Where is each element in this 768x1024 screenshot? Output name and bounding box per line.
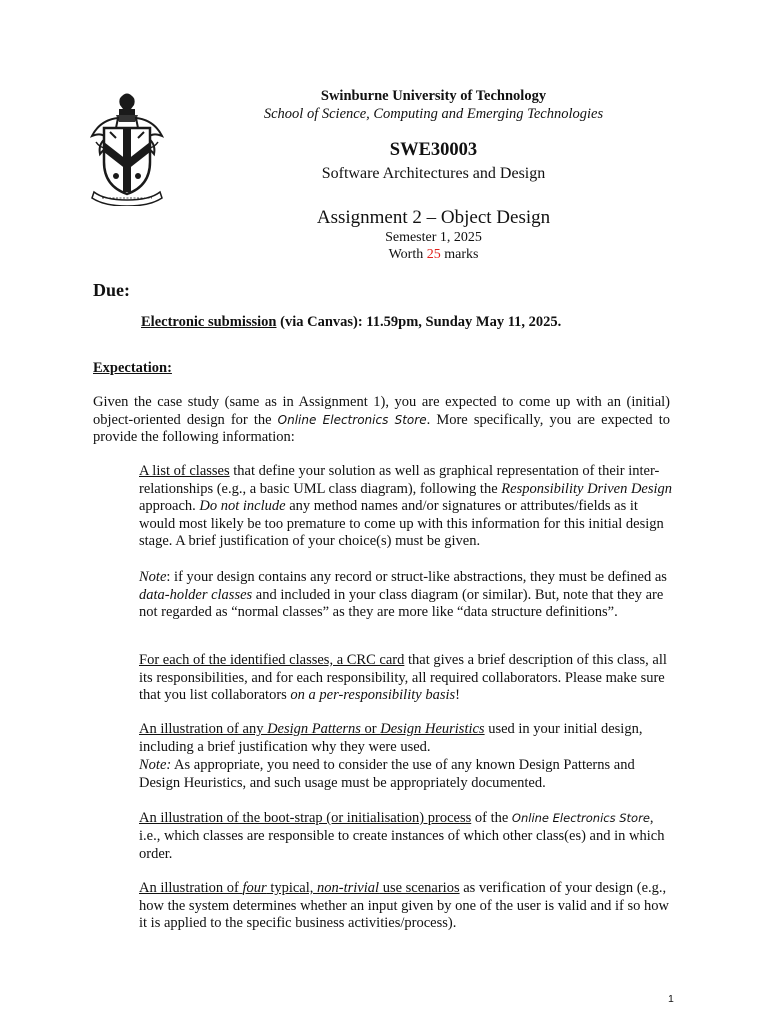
intro-text-1: Given the case study (same as in Assignment 1), you are expected to come up with an (initial) object-oriented design for the — [93, 394, 670, 428]
unit-name: Software Architectures and Design — [321, 165, 546, 182]
item-classes-text-1: that define your solution as well as graphical representation of their inter-relationships (e.g., a basic UML class diagram), following the — [139, 463, 660, 497]
item-use-scenarios — [139, 880, 675, 933]
semester: Semester 1, 2025 — [385, 230, 482, 245]
item-bootstrap-text-2: , i.e., which classes are responsible to create instances of which other class(es) and in which order. — [139, 810, 665, 862]
scenarios-lead-2: typical, — [266, 880, 318, 896]
expectation-heading: Expectation: — [93, 360, 172, 376]
intro-paragraph — [93, 394, 670, 447]
item-crc-lead: For each of the identified classes, a CRC card — [139, 652, 405, 668]
item-scenarios-lead — [139, 880, 460, 896]
university-crest-icon — [88, 92, 166, 206]
item-crc-basis: on a per-responsibility basis — [290, 687, 456, 703]
due-heading: Due: — [93, 280, 130, 300]
note-design-patterns — [139, 757, 675, 792]
scenarios-non-trivial: non-trivial — [317, 880, 380, 896]
item-design-patterns — [139, 721, 675, 756]
item-classes-text-2: approach. — [139, 498, 200, 514]
item-classes-do-not-include: Do not include — [199, 498, 286, 514]
item-patterns-text: used in your initial design, including a brief justification why they were used. — [139, 721, 643, 755]
item-patterns-lead — [139, 721, 485, 737]
page-number: 1 — [668, 993, 674, 1005]
item-scenarios-text: as verification of your design (e.g., how the system determines whether an input given by one of the user is valid and if so how it is applied to the specific business activities/process). — [139, 880, 669, 931]
item-crc-card — [139, 652, 675, 705]
patterns-or: or — [360, 721, 381, 737]
item-crc-text-1: that gives a brief description of this class, all its responsibilities, and for each responsibility, all required collaborators. Please make sure that you list collaborators — [139, 652, 667, 703]
note1-data-holder: data-holder classes — [139, 586, 253, 603]
worth-prefix: Worth — [388, 247, 427, 262]
worth-suffix: marks — [440, 247, 479, 262]
scenarios-lead-1: An illustration of — [139, 880, 243, 896]
item-bootstrap — [139, 809, 675, 863]
submission-line — [141, 313, 561, 331]
scenarios-four: four — [242, 880, 267, 896]
item-classes-text-3: any method names and/or signatures or attributes/fields as it would most likely be too premature to come up with this information for this initial design stage. A brief justification of your choice(s) must be given. — [139, 498, 664, 549]
note2-text: As appropriate, you need to consider the use of any known Design Patterns and Design Heuristics, and such usage must be appropriately documented. — [139, 757, 635, 791]
university-name: Swinburne University of Technology — [320, 88, 547, 104]
note2-label: Note: — [139, 757, 172, 773]
school-name: School of Science, Computing and Emerging Technologies — [263, 106, 604, 122]
electronic-submission-text: Electronic submission — [141, 314, 277, 330]
item-classes-lead: A list of classes — [139, 463, 230, 479]
item-classes-rdd: Responsibility Driven Design — [501, 480, 673, 497]
patterns-lead-1: An illustration of any — [139, 721, 268, 737]
item-bootstrap-store: Online Electronics Store — [511, 811, 650, 825]
patterns-dp: Design Patterns — [267, 721, 361, 737]
worth-line — [236, 246, 631, 263]
intro-store-name: Online Electronics Store — [277, 412, 427, 427]
item-bootstrap-text-1: of the — [471, 810, 512, 826]
note-data-holder — [139, 569, 675, 622]
note1-text-2: and included in your class diagram (or similar). But, note that they are not regarded as “normal classes” as they are more like “data structure definitions”. — [139, 586, 664, 620]
item-classes — [139, 463, 675, 551]
patterns-dh: Design Heuristics — [380, 721, 485, 737]
submission-details: (via Canvas): 11.59pm, Sunday May 11, 2025. — [276, 314, 562, 330]
intro-text-2: . More specifically, you are expected to provide the following information: — [93, 411, 670, 445]
worth-marks: 25 — [426, 247, 441, 262]
note-label: Note — [139, 569, 167, 585]
item-bootstrap-lead: An illustration of the boot-strap (or initialisation) process — [139, 810, 472, 826]
assignment-title: Assignment 2 – Object Design — [316, 207, 551, 228]
unit-code: SWE30003 — [389, 140, 478, 160]
item-crc-text-2: ! — [455, 687, 460, 703]
note1-text-1: : if your design contains any record or struct-like abstractions, they must be defined as — [166, 569, 667, 585]
scenarios-lead-3: use scenarios — [379, 880, 460, 896]
